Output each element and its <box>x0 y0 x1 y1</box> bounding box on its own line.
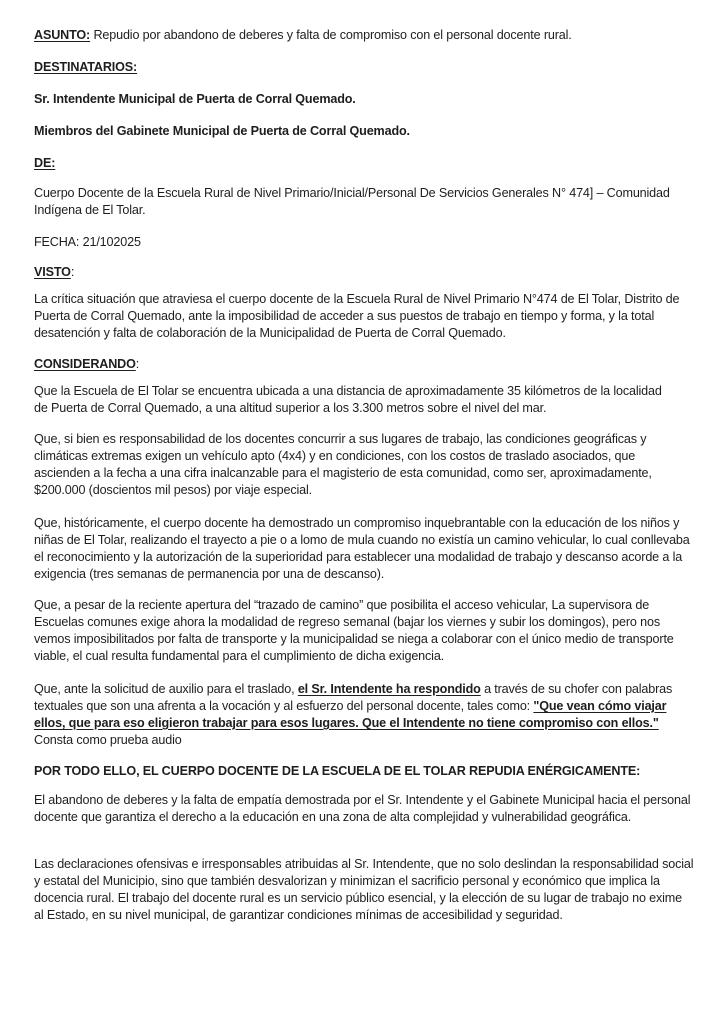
destinatario-intendente: Sr. Intendente Municipal de Puerta de Corral Quemado. <box>34 92 356 106</box>
considerando-paragraph-3: Que, históricamente, el cuerpo docente ha demostrado un compromiso inquebrantable con la educación de los niños y niñas de El Tolar, realizando el trayecto a pie o a lomo de mula cuando no existía un camino vehicular, lo cual conllevaba el reconocimiento y la autorización de la superioridad para establecer una modalidad de trabajo y descanso acorde a la exigencia (tres semanas de permanencia por una de descanso). <box>34 516 690 581</box>
visto-label: VISTO <box>34 265 71 279</box>
considerando-heading <box>34 356 694 373</box>
resolucion-paragraph-1: El abandono de deberes y la falta de empatía demostrada por el Sr. Intendente y el Gabinete Municipal hacia el personal docente que garantiza el derecho a la educación en una zona de alta complejidad y vulnerabilidad geográfica. <box>34 793 691 824</box>
p5-text-3: Consta como prueba audio <box>34 733 182 747</box>
de-heading: DE: <box>34 156 56 170</box>
resolucion-paragraph-2: Las declaraciones ofensivas e irresponsables atribuidas al Sr. Intendente, que no solo deslindan la responsabilidad social y estatal del Municipio, sino que también desvalorizan y minimizan el sacrificio personal y económico que implica la docencia rural. El trabajo del docente rural es un servicio público esencial, y la elección de su lugar de trabajo no exime al Estado, en su nivel municipal, de garantizar condiciones mínimas de accesibilidad y seguridad. <box>34 857 694 922</box>
considerando-paragraph-5 <box>34 681 694 749</box>
p5-text-1: Que, ante la solicitud de auxilio para el traslado, <box>34 682 298 696</box>
considerando-colon: : <box>135 357 140 371</box>
visto-heading <box>34 264 694 281</box>
asunto-line <box>34 27 694 44</box>
considerando-label: CONSIDERANDO <box>34 357 136 371</box>
considerando-paragraph-1: Que la Escuela de El Tolar se encuentra ubicada a una distancia de aproximadamente 35 kilómetros de la localidad de Puerta de Corral Quemado, a una altitud superior a los 3.300 metros sobre el nivel del mar. <box>34 384 662 415</box>
fecha-line: FECHA: 21/102025 <box>34 235 141 249</box>
p5-quote: "Que vean cómo viajar ellos, que para eso eligieron trabajar para esos lugares. Que el Intendente no tiene compromiso con ellos." <box>34 699 667 730</box>
p5-text-2: a través de su chofer con palabras textuales que son una afrenta a la vocación y al esfuerzo del personal docente, tales como: <box>34 682 673 713</box>
visto-text: La crítica situación que atraviesa el cuerpo docente de la Escuela Rural de Nivel Primario N°474 de El Tolar, Distrito de Puerta de Corral Quemado, ante la imposibilidad de acceder a sus puestos de trabajo en tiempo y forma, y la total desatención y falta de colaboración de la Municipalidad de Puerta de Corral Quemado. <box>34 292 680 340</box>
p5-emphasis: el Sr. Intendente ha respondido <box>297 682 481 696</box>
de-text: Cuerpo Docente de la Escuela Rural de Nivel Primario/Inicial/Personal De Servicios Generales N° 474] – Comunidad Indígena de El Tolar. <box>34 186 670 217</box>
resolucion-heading: POR TODO ELLO, EL CUERPO DOCENTE DE LA ESCUELA DE EL TOLAR REPUDIA ENÉRGICAMENTE: <box>34 764 641 778</box>
asunto-label: ASUNTO: <box>34 28 91 42</box>
visto-colon: : <box>70 265 75 279</box>
destinatario-gabinete: Miembros del Gabinete Municipal de Puerta de Corral Quemado. <box>34 124 410 138</box>
destinatarios-heading: DESTINATARIOS: <box>34 60 138 74</box>
asunto-text: Repudio por abandono de deberes y falta de compromiso con el personal docente rural. <box>90 28 572 42</box>
considerando-paragraph-2: Que, si bien es responsabilidad de los docentes concurrir a sus lugares de trabajo, las condiciones geográficas y climáticas extremas exigen un vehículo apto (4x4) y en condiciones, con los costos de traslado asociados, que ascienden a la fecha a una cifra inalcanzable para el magisterio de esta comunidad, como ser, aproximadamente, $200.000 (doscientos mil pesos) por viaje especial. <box>34 432 652 497</box>
considerando-paragraph-4: Que, a pesar de la reciente apertura del “trazado de camino” que posibilita el acceso vehicular, La supervisora de Escuelas comunes exige ahora la modalidad de regreso semanal (bajar los viernes y subir los domingos), pero nos vemos imposibilitados por falta de transporte y la municipalidad se niega a colaborar con el único medio de transporte viable, el cual resulta fundamental para el cumplimiento de dicha exigencia. <box>34 598 674 663</box>
